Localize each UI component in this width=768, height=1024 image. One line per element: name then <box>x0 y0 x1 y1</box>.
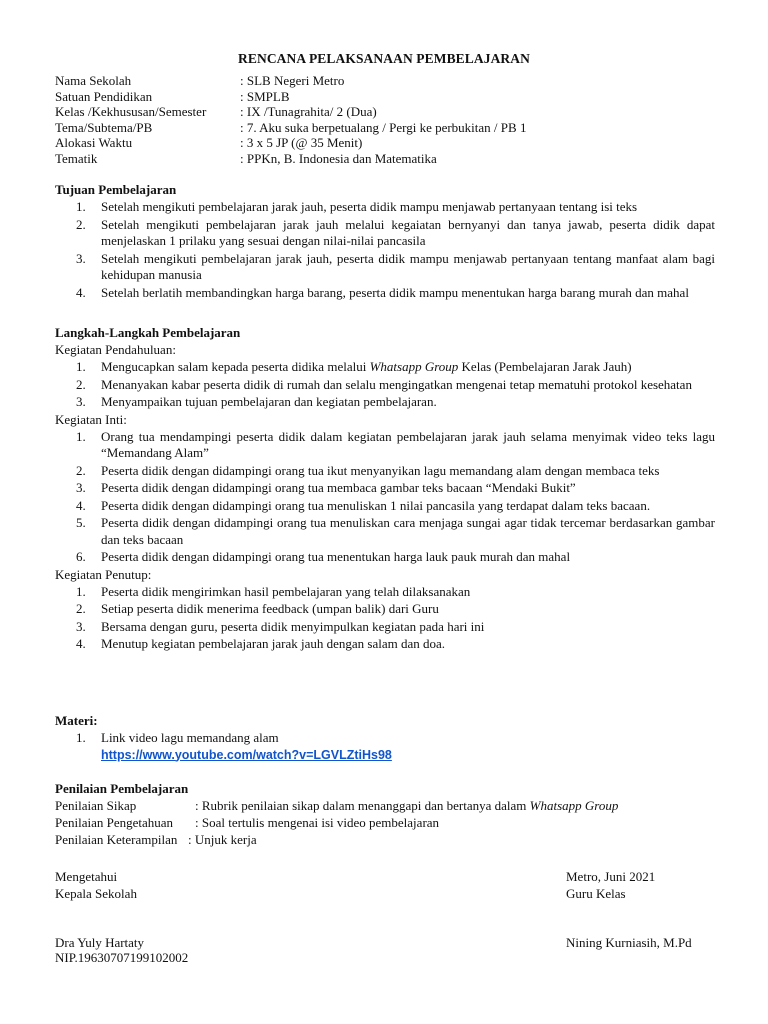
video-link[interactable]: https://www.youtube.com/watch?v=LGVLZtiHs98 <box>101 747 392 762</box>
list-item: 2. Peserta didik dengan didampingi orang tua ikut menyanyikan lagu memandang alam dengan membaca teks <box>76 462 660 478</box>
list-item: 1. Orang tua mendampingi peserta didik dalam kegiatan pembelajaran jarak jauh selama menyimak video teks lagu “Memandang Alam” <box>76 428 715 460</box>
list-item: 2. Menanyakan kabar peserta didik di rumah dan selalu mengingatkan mengenai tetap mematuhi protokol kesehatan <box>76 376 692 392</box>
identity-row <box>55 89 735 105</box>
list-item: 5. Peserta didik dengan didampingi orang tua menuliskan cara menjaga sungai agar tidak tercemar berdasarkan gambar dan teks bacaan <box>76 515 715 547</box>
langkah-section <box>55 325 715 654</box>
signature-right-line1: Metro, Juni 2021 <box>566 869 656 884</box>
list-item-text: Link video lagu memandang alam <box>101 730 279 745</box>
list-item-text: Setelah berlatih membandingkan harga barang, peserta didik mampu menentukan harga barang murah dan mahal <box>101 284 689 300</box>
penilaian-value <box>195 798 618 815</box>
list-item: 3. Peserta didik dengan didampingi orang tua membaca gambar teks bacaan “Mendaki Bukit” <box>76 480 576 495</box>
list-item-text: Bersama dengan guru, peserta didik menyimpulkan kegiatan pada hari ini <box>101 618 485 634</box>
pendahuluan-list <box>55 359 715 411</box>
penutup-list <box>55 584 715 653</box>
list-item-text: Peserta didik dengan didampingi orang tua menentukan harga lauk pauk murah dan mahal <box>101 549 571 564</box>
penilaian-value: : Unjuk kerja <box>188 832 257 847</box>
penilaian-heading: Penilaian Pembelajaran <box>55 781 189 796</box>
signature-left-name: Dra Yuly Hartaty <box>55 935 145 950</box>
penilaian-label: Penilaian Sikap <box>55 798 137 813</box>
list-item: 3. Setelah mengikuti pembelajaran jarak jauh, peserta didik mampu menjawab pertanyaan tentang manfaat alam bagi kehidupan manusia <box>76 250 715 282</box>
identity-label: Tema/Subtema/PB <box>55 119 153 135</box>
signature-left-line1: Mengetahui <box>55 869 118 884</box>
penilaian-label: Penilaian Pengetahuan <box>55 815 174 830</box>
list-item-text: Menanyakan kabar peserta didik di rumah dan selalu mengingatkan mengenai tetap mematuhi protokol kesehatan <box>101 376 692 392</box>
identity-table <box>55 73 735 166</box>
list-item-text: Peserta didik mengirimkan hasil pembelajaran yang telah dilaksanakan <box>101 583 471 599</box>
pendahuluan-label: Kegiatan Pendahuluan: <box>55 342 176 357</box>
materi-section <box>55 713 715 764</box>
list-item: 3. Bersama dengan guru, peserta didik menyimpulkan kegiatan pada hari ini <box>76 618 485 634</box>
list-item: 1. Mengucapkan salam kepada peserta didika melalui Whatsapp Group Kelas (Pembelajaran Jarak Jauh) <box>76 359 632 374</box>
identity-row <box>55 73 735 89</box>
list-item-italic: Whatsapp Group <box>369 359 459 374</box>
penilaian-row <box>55 832 735 849</box>
identity-value: : 7. Aku suka berpetualang / Pergi ke perbukitan / PB 1 <box>240 119 527 135</box>
identity-label: Alokasi Waktu <box>55 135 133 150</box>
penilaian-row <box>55 798 735 815</box>
list-item-text: Mengucapkan salam kepada peserta didika melalui <box>101 359 370 374</box>
list-item: 3. Menyampaikan tujuan pembelajaran dan kegiatan pembelajaran. <box>76 394 437 409</box>
list-item-text: Setelah mengikuti pembelajaran jarak jauh, peserta didik mampu menjawab pertanyaan tentang isi teks <box>101 199 638 214</box>
identity-value: : 3 x 5 JP (@ 35 Menit) <box>240 135 363 150</box>
penilaian-label: Penilaian Keterampilan <box>55 832 178 847</box>
identity-row <box>55 104 735 120</box>
tujuan-heading: Tujuan Pembelajaran <box>55 182 177 197</box>
penilaian-value: : Soal tertulis mengenai isi video pembelajaran <box>195 815 440 830</box>
list-item: 1. Link video lagu memandang alam https://www.youtube.com/watch?v=LGVLZtiHs98 <box>76 730 392 762</box>
list-item: 4. Setelah berlatih membandingkan harga barang, peserta didik mampu menentukan harga barang murah dan mahal <box>76 284 689 300</box>
identity-value: : SLB Negeri Metro <box>240 73 345 88</box>
list-item-text: Setelah mengikuti pembelajaran jarak jauh, peserta didik mampu menjawab pertanyaan tentang manfaat alam bagi kehidupan manusia <box>101 250 715 282</box>
list-item: 2. Setiap peserta didik menerima feedback (umpan balik) dari Guru <box>76 601 439 616</box>
penilaian-row <box>55 815 735 832</box>
materi-list <box>55 730 715 763</box>
identity-row <box>55 120 735 136</box>
identity-row <box>55 135 735 151</box>
identity-label: Nama Sekolah <box>55 73 132 88</box>
penilaian-section <box>55 781 735 849</box>
list-item-text: Peserta didik dengan didampingi orang tua menuliskan 1 nilai pancasila yang terdapat dalam teks bacaan. <box>101 497 651 513</box>
langkah-heading: Langkah-Langkah Pembelajaran <box>55 325 241 340</box>
list-item: 1. Setelah mengikuti pembelajaran jarak jauh, peserta didik mampu menjawab pertanyaan tentang isi teks <box>76 199 638 214</box>
list-item: 4. Menutup kegiatan pembelajaran jarak jauh dengan salam dan doa. <box>76 636 446 651</box>
list-item-text: Peserta didik dengan didampingi orang tua membaca gambar teks bacaan “Mendaki Bukit” <box>101 480 576 495</box>
identity-value: : SMPLB <box>240 88 290 104</box>
signature-right-line2: Guru Kelas <box>566 886 626 901</box>
list-item-text: Kelas (Pembelajaran Jarak Jauh) <box>458 359 632 374</box>
list-item: 6. Peserta didik dengan didampingi orang tua menentukan harga lauk pauk murah dan mahal <box>76 549 571 564</box>
list-item-text: Menyampaikan tujuan pembelajaran dan kegiatan pembelajaran. <box>101 394 437 409</box>
penilaian-value-text: : Rubrik penilaian sikap dalam menanggapi dan bertanya dalam <box>195 798 530 813</box>
signature-left-line2: Kepala Sekolah <box>55 886 137 901</box>
list-item-text: Setiap peserta didik menerima feedback (umpan balik) dari Guru <box>101 601 439 616</box>
list-item: 2. Setelah mengikuti pembelajaran jarak jauh melalui kegaiatan bernyanyi dan tanya jawab, peserta didik dapat menjelaskan 1 prilaku yang sesuai dengan nilai-nilai pancasila <box>76 216 715 248</box>
list-item-text: Peserta didik dengan didampingi orang tua ikut menyanyikan lagu memandang alam dengan membaca teks <box>101 462 660 478</box>
list-item: 4. Peserta didik dengan didampingi orang tua menuliskan 1 nilai pancasila yang terdapat dalam teks bacaan. <box>76 497 651 513</box>
list-item-text: Setelah mengikuti pembelajaran jarak jauh melalui kegaiatan bernyanyi dan tanya jawab, peserta didik dapat menjelaskan 1 prilaku yang sesuai dengan nilai-nilai pancasila <box>101 216 715 248</box>
list-item-text: Menutup kegiatan pembelajaran jarak jauh dengan salam dan doa. <box>101 636 446 651</box>
identity-label: Satuan Pendidikan <box>55 88 153 104</box>
signature-left-nip: NIP.19630707199102002 <box>55 950 189 965</box>
identity-label: Tematik <box>55 150 98 166</box>
identity-label: Kelas /Kekhususan/Semester <box>55 104 207 119</box>
materi-heading: Materi: <box>55 713 98 728</box>
tujuan-section <box>55 182 715 302</box>
list-item-text: Peserta didik dengan didampingi orang tua menuliskan cara menjaga sungai agar tidak tercemar berdasarkan gambar dan teks bacaan <box>101 515 715 547</box>
inti-list <box>55 429 715 566</box>
document-title: RENCANA PELAKSANAAN PEMBELAJARAN <box>238 51 530 66</box>
list-item: 1. Peserta didik mengirimkan hasil pembelajaran yang telah dilaksanakan <box>76 583 471 599</box>
signature-right-name: Nining Kurniasih, M.Pd <box>566 935 692 950</box>
penilaian-value-italic: Whatsapp Group <box>529 798 619 813</box>
identity-row <box>55 151 735 167</box>
identity-value: : IX /Tunagrahita/ 2 (Dua) <box>240 104 377 119</box>
inti-label: Kegiatan Inti: <box>55 411 127 427</box>
tujuan-list <box>55 199 715 301</box>
identity-value: : PPKn, B. Indonesia dan Matematika <box>240 150 437 166</box>
list-item-text: Orang tua mendampingi peserta didik dalam kegiatan pembelajaran jarak jauh selama menyimak video teks lagu “Memandang Alam” <box>101 428 715 460</box>
penutup-label: Kegiatan Penutup: <box>55 566 152 582</box>
